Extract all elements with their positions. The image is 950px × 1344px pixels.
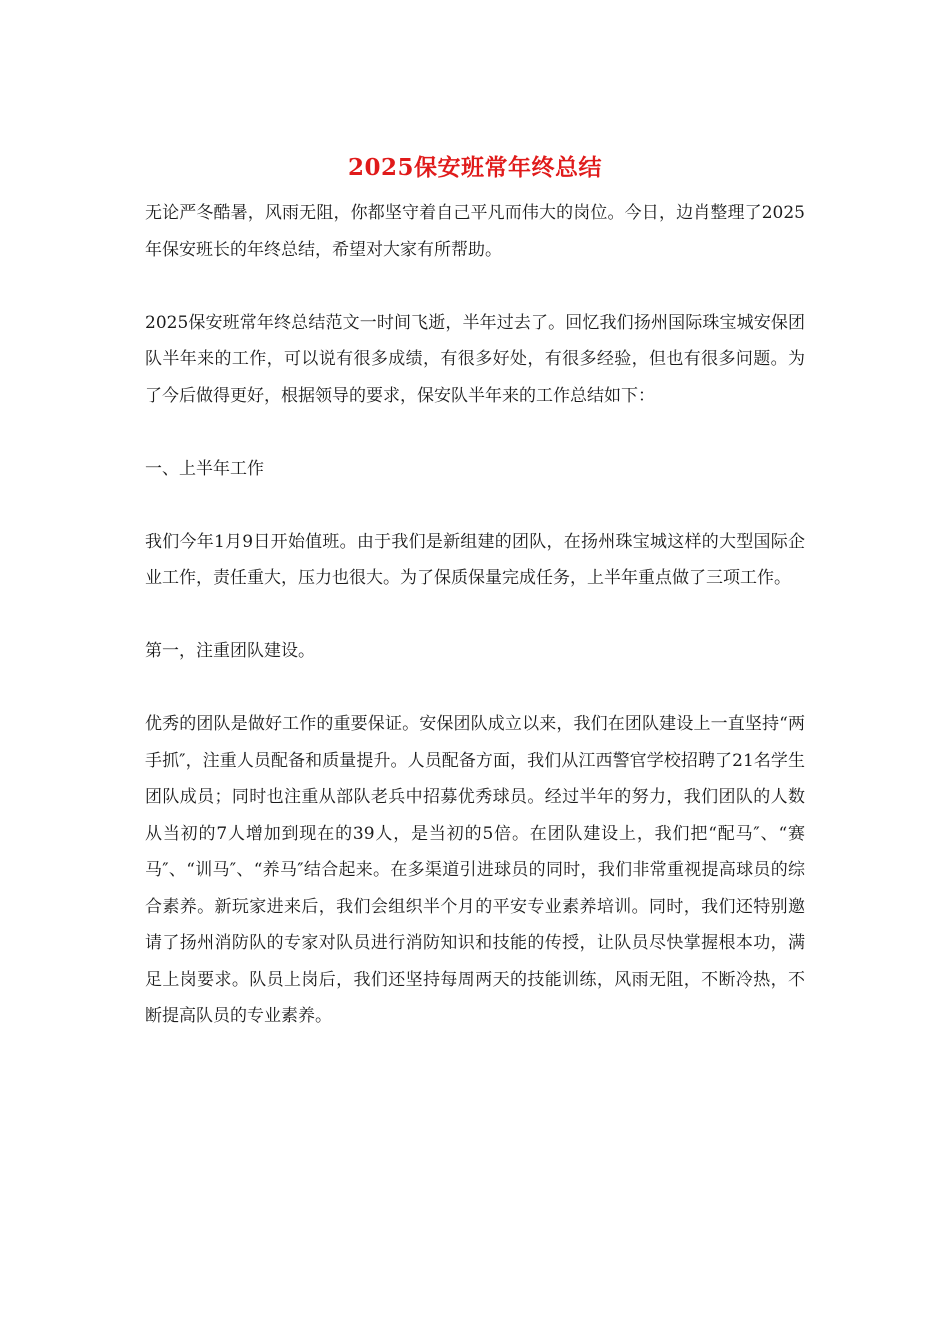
section-heading-first-half: 一、上半年工作	[145, 458, 264, 479]
subheading-team-building: 第一，注重团队建设。	[145, 641, 315, 661]
document-title: 2025保安班常年终总结	[347, 154, 602, 181]
paragraph-intro: 无论严冬酷暑，风雨无阻，你都坚守着自己平凡而伟大的岗位。今日，边肖整理了2025年保安班长的年终总结，希望对大家有所帮助。	[145, 203, 805, 260]
paragraph-first-half-work: 我们今年1月9日开始值班。由于我们是新组建的团队，在扬州珠宝城这样的大型国际企业工作，责任重大，压力也很大。为了保质保量完成任务，上半年重点做了三项工作。	[145, 531, 805, 588]
document-body	[145, 195, 805, 1071]
paragraph-summary-opening: 2025保安班常年终总结范文一时间飞逝，半年过去了。回忆我们扬州国际珠宝城安保团队半年来的工作，可以说有很多成绩，有很多好处，有很多经验，但也有很多问题。为了今后做得更好，根据领导的要求，保安队半年来的工作总结如下：	[145, 312, 805, 406]
paragraph-team-building: 优秀的团队是做好工作的重要保证。安保团队成立以来，我们在团队建设上一直坚持“两手抓″，注重人员配备和质量提升。人员配备方面，我们从江西警官学校招聘了21名学生团队成员；同时也注重从部队老兵中招募优秀球员。经过半年的努力，我们团队的人数从当初的7人增加到现在的39人，是当初的5倍。在团队建设上，我们把“配马″、“赛马″、“训马″、“养马″结合起来。在多渠道引进球员的同时，我们非常重视提高球员的综合素养。新玩家进来后，我们会组织半个月的平安专业素养培训。同时，我们还特别邀请了扬州消防队的专家对队员进行消防知识和技能的传授，让队员尽快掌握根本功，满足上岗要求。队员上岗后，我们还坚持每周两天的技能训练，风雨无阻，不断冷热，不断提高队员的专业素养。	[145, 714, 805, 1026]
